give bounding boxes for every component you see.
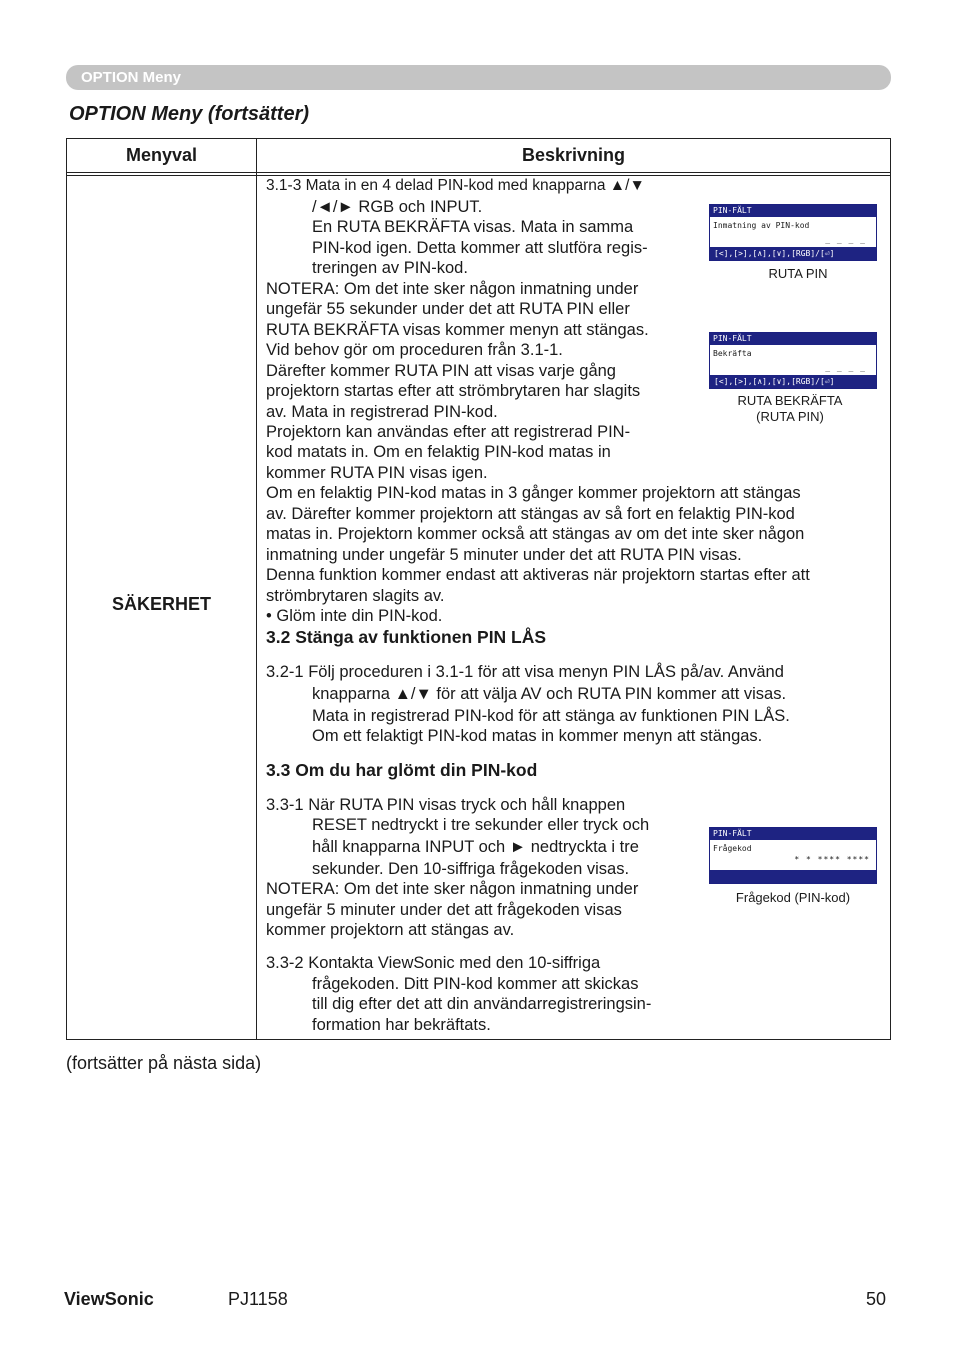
osd-label: Bekräfta [713, 349, 752, 358]
osd-label: Inmatning av PIN-kod [713, 221, 810, 230]
text-line: NOTERA: Om det inte sker någon inmatning under [266, 880, 639, 898]
text-line: RESET nedtryckt i tre sekunder eller tryck och [312, 816, 650, 834]
footer-page-number: 50 [866, 1289, 887, 1309]
text-line: Om ett felaktigt PIN-kod matas in kommer menyn att stängas. [312, 727, 763, 745]
section-heading-3-2: 3.2 Stänga av funktionen PIN LÅS [266, 627, 547, 647]
header-beskrivning: Beskrivning [521, 145, 626, 165]
osd-caption: RUTA BEKRÄFTA [737, 393, 843, 408]
section-header-bar [66, 65, 891, 90]
text-line: Projektorn kan användas efter att registrerad PIN- [266, 423, 631, 441]
osd-body [710, 345, 876, 375]
menu-item-sakerhet: SÄKERHET [111, 594, 211, 614]
osd-title-bar: PIN-FÄLT [710, 333, 876, 345]
osd-ruta-pin [709, 204, 877, 261]
osd-key-row [710, 870, 876, 883]
osd-body [710, 217, 876, 247]
section-header-label: OPTION Meny [81, 69, 182, 86]
header-menyval: Menyval [67, 139, 257, 172]
osd-value: _ _ _ _ [825, 363, 866, 372]
page-title: OPTION Meny (fortsätter) [69, 103, 310, 125]
text-line: 3.2-1 Följ proceduren i 3.1-1 för att visa menyn PIN LÅS på/av. Använd [266, 663, 784, 681]
text-line: • Glöm inte din PIN-kod. [266, 607, 443, 625]
text-line: 3.3-1 När RUTA PIN visas tryck och håll knappen [266, 796, 626, 814]
text-line: till dig efter det att din användarregistreringsin- [312, 995, 652, 1013]
section-heading-3-3: 3.3 Om du har glömt din PIN-kod [266, 760, 538, 780]
text-line: treringen av PIN-kod. [312, 259, 468, 277]
text-line: ungefär 55 sekunder under det att RUTA PIN eller [266, 300, 630, 318]
text-line: Därefter kommer RUTA PIN att visas varje gång [266, 362, 616, 380]
osd-label: Frågekod [713, 844, 752, 853]
osd-caption-sub: (RUTA PIN) [756, 409, 824, 424]
text-line: kod matats in. Om en felaktig PIN-kod matas in [266, 443, 611, 461]
text-line: strömbrytaren slagits av. [266, 587, 445, 605]
osd-caption: Frågekod (PIN-kod) [735, 890, 851, 905]
continued-note: (fortsätter på nästa sida) [66, 1053, 262, 1073]
osd-body [710, 840, 876, 870]
text-line: matas in. Projektorn kommer också att stängas av om det inte sker någon [266, 525, 805, 543]
text-line: av. Mata in registrerad PIN-kod. [266, 403, 498, 421]
text-line: formation har bekräftats. [312, 1016, 491, 1034]
text-line: sekunder. Den 10-siffriga frågekoden visas. [312, 860, 630, 878]
footer-model: PJ1158 [228, 1289, 288, 1309]
text-line: projektorn startas efter att strömbrytaren har slagits [266, 382, 641, 400]
osd-caption: RUTA PIN [768, 266, 828, 281]
text-line: 3.1-3 Mata in en 4 delad PIN-kod med knapparna ▲/▼ [266, 177, 645, 194]
footer-brand: ViewSonic [64, 1289, 154, 1309]
osd-title-bar: PIN-FÄLT [710, 205, 876, 217]
osd-title-bar: PIN-FÄLT [710, 828, 876, 840]
text-line: 3.3-2 Kontakta ViewSonic med den 10-siffriga [266, 954, 601, 972]
text-line: /◄/► RGB och INPUT. [312, 198, 483, 216]
text-line: En RUTA BEKRÄFTA visas. Mata in samma [312, 218, 634, 236]
text-line: PIN-kod igen. Detta kommer att slutföra regis- [312, 239, 648, 257]
text-line: knapparna ▲/▼ för att välja AV och RUTA PIN kommer att visas. [312, 685, 787, 703]
text-line: kommer projektorn att stängas av. [266, 921, 515, 939]
column-divider [256, 173, 257, 1039]
text-line: håll knapparna INPUT och ► nedtryckta i tre [312, 838, 639, 856]
text-line: inmatning under ungefär 5 minuter under det att RUTA PIN visas. [266, 546, 742, 564]
osd-fragekod [709, 827, 877, 884]
osd-key-row: [<],[>],[∧],[∨],[RGB]/[⏎] [710, 247, 876, 260]
text-line: Vid behov gör om proceduren från 3.1-1. [266, 341, 563, 359]
text-line: ungefär 5 minuter under det att frågekoden visas [266, 901, 622, 919]
text-line: RUTA BEKRÄFTA visas kommer menyn att stängas. [266, 321, 649, 339]
text-line: Denna funktion kommer endast att aktiveras när projektorn startas efter att [266, 566, 810, 584]
text-line: frågekoden. Ditt PIN-kod kommer att skickas [312, 975, 639, 993]
text-line: av. Därefter kommer projektorn att stängas av så fort en felaktig PIN-kod [266, 505, 795, 523]
table-header [67, 139, 890, 173]
osd-value: _ _ _ _ [825, 235, 866, 244]
osd-key-row: [<],[>],[∧],[∨],[RGB]/[⏎] [710, 375, 876, 388]
osd-value: * * **** **** [794, 855, 870, 864]
text-line: Om en felaktig PIN-kod matas in 3 gånger kommer projektorn att stängas [266, 484, 801, 502]
text-line: Mata in registrerad PIN-kod för att stänga av funktionen PIN LÅS. [312, 707, 790, 725]
text-line: NOTERA: Om det inte sker någon inmatning under [266, 280, 639, 298]
osd-ruta-bekrafta [709, 332, 877, 389]
text-line: kommer RUTA PIN visas igen. [266, 464, 488, 482]
